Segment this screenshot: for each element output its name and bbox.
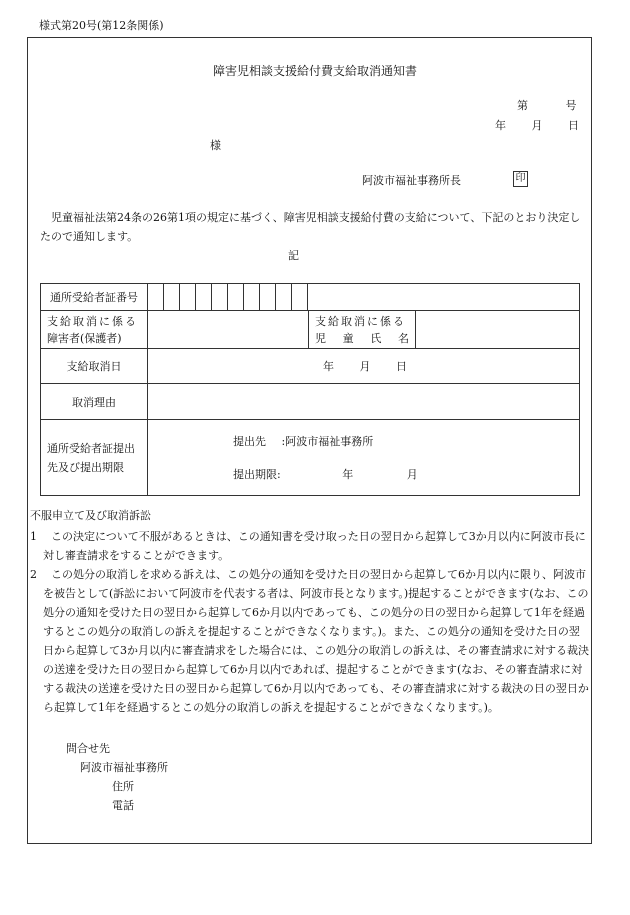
number-go: 号 [565, 99, 577, 112]
appeal-heading: 不服申立て及び取消訴訟 [30, 509, 151, 522]
addressee-suffix: 様 [210, 139, 221, 152]
guardian-label-line2: 障害者(保護者) [47, 331, 122, 345]
digit-cell[interactable] [276, 284, 292, 310]
reason-label: 取消理由 [41, 384, 148, 420]
cert-number-cells [148, 284, 580, 311]
appeal-item-number: 2 [30, 568, 37, 581]
submit-label-line1: 通所受給者証提出 [47, 441, 135, 455]
issuer-name: 阿波市福祉事務所長 [362, 174, 461, 187]
appeal-item-number: 1 [30, 530, 37, 543]
seal-mark [513, 171, 528, 187]
contact-office: 阿波市福祉事務所 [80, 761, 168, 774]
submit-to-line [233, 432, 579, 451]
child-label-char: 児 [315, 331, 326, 345]
digit-cell[interactable] [164, 284, 180, 310]
submit-info-cell [148, 420, 580, 496]
deadline-line [233, 465, 579, 484]
number-dai: 第 [517, 99, 528, 112]
guardian-label [41, 311, 148, 349]
issue-day: 日 [568, 119, 579, 132]
cancel-date-label: 支給取消日 [41, 349, 148, 384]
child-name-cell[interactable] [416, 311, 580, 349]
appeal-item-1 [30, 527, 590, 565]
reason-cell[interactable] [148, 384, 580, 420]
contact-phone-label: 電話 [112, 799, 134, 812]
digit-cell[interactable] [292, 284, 308, 310]
appeal-item-2 [30, 565, 590, 717]
submit-label [41, 420, 148, 496]
digit-cell[interactable] [148, 284, 164, 310]
digit-cell[interactable] [180, 284, 196, 310]
issue-date-line [495, 117, 579, 133]
issue-year: 年 [495, 119, 506, 132]
digit-cell[interactable] [228, 284, 244, 310]
contact-heading: 問合せ先 [66, 742, 110, 755]
deadline-label: 提出期限: [233, 467, 281, 481]
ki-heading: 記 [288, 249, 299, 262]
appeal-item-text: この決定について不服があるときは、この通知書を受け取った日の翌日から起算して3か月以内に阿波市長に対し審査請求をすることができます。 [43, 530, 586, 562]
digit-cell[interactable] [212, 284, 228, 310]
child-label-line1: 支給取消に係る [315, 314, 406, 328]
deadline-year: 年 [342, 467, 354, 481]
child-label-char: 名 [397, 331, 409, 345]
appeal-item-text: この処分の取消しを求める訴えは、この処分の通知を受けた日の翌日から起算して6か月以内に限り、阿波市を被告として(訴訟において阿波市を代表する者は、阿波市長となります。)提起することができます(なお、この処分の通知を受けた日の翌日から起算して6か月以内であっても、この処分の日の翌日から起算して1年を経過するとこの処分の取消しの訴えを提起することができなくなります。)。また、この処分の通知を受けた日の翌日から起算して3か月以内に審査請求をした場合には、この処分の取消しの訴えは、その審査請求に対する裁決の送達を受けた日の翌日から起算して6か月以内であれば、提起することができます(なお、その審査請求に対する裁決の送達を受けた日の翌日から起算して6か月以内であっても、その審査請求に対する裁決の日の翌日から起算して1年を経過するとこの処分の取消しの訴えを提起することができなくなります。)。 [43, 568, 589, 714]
submit-to-value: :阿波市福祉事務所 [281, 434, 374, 448]
cancel-date-cell[interactable] [148, 349, 580, 384]
guardian-label-line1: 支給取消に係る [47, 314, 138, 328]
issue-month: 月 [531, 119, 543, 132]
digit-cell[interactable] [260, 284, 276, 310]
guardian-name-cell[interactable] [148, 311, 309, 349]
child-label-char: 氏 [370, 331, 382, 345]
seal-box: 印 [513, 171, 528, 187]
child-label-char: 童 [342, 331, 354, 345]
digit-cell[interactable] [244, 284, 260, 310]
form-number: 様式第20号(第12条関係) [39, 19, 164, 32]
cancel-year: 年 [323, 360, 334, 373]
info-table [40, 283, 580, 496]
child-label-line2 [315, 330, 409, 347]
body-text: 児童福祉法第24条の26第1項の規定に基づく、障害児相談支援給付費の支給について、下記のとおり決定したので通知します。 [40, 211, 581, 243]
submit-to-label: 提出先 [233, 434, 266, 448]
contact-address-label: 住所 [112, 780, 134, 793]
cancel-day: 日 [396, 360, 407, 373]
cancel-month: 月 [359, 360, 371, 373]
document-number-line [517, 97, 577, 113]
child-label [309, 311, 416, 349]
digit-cell[interactable] [196, 284, 212, 310]
submit-label-line2: 先及び提出期限 [47, 460, 124, 474]
document-title: 障害児相談支援給付費支給取消通知書 [212, 64, 417, 78]
deadline-month: 月 [406, 467, 418, 481]
cert-number-label: 通所受給者証番号 [41, 284, 148, 311]
